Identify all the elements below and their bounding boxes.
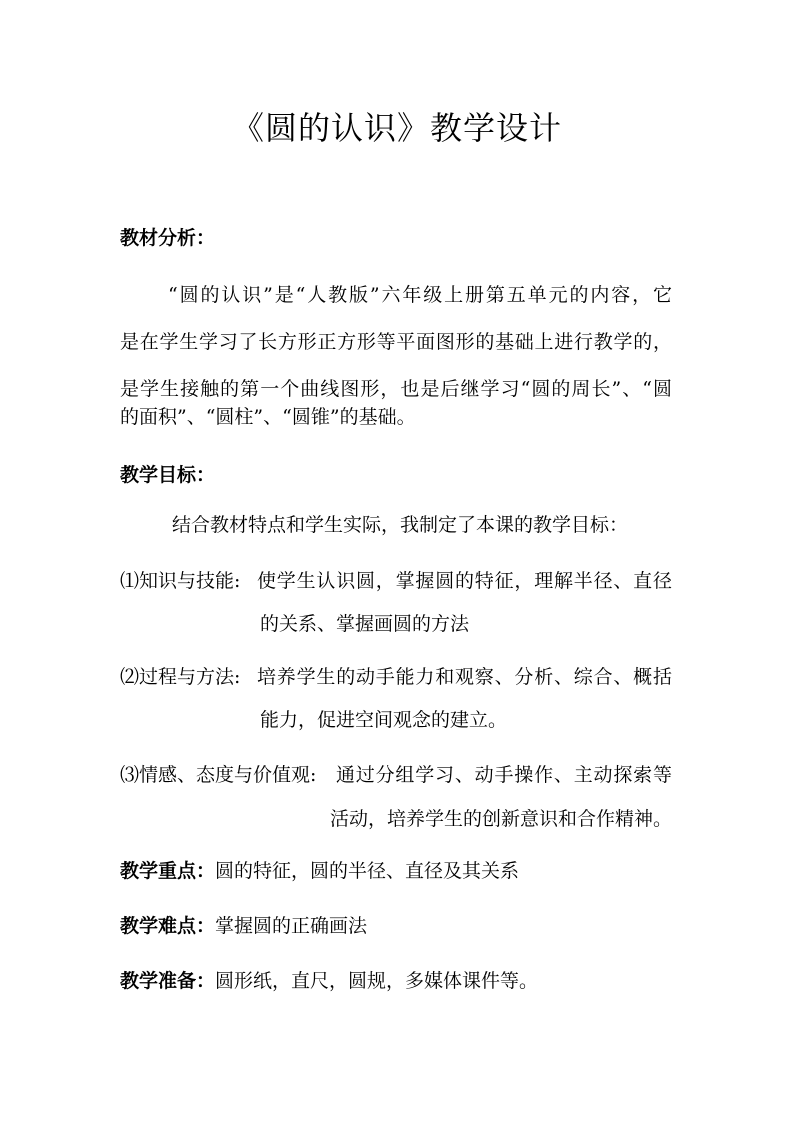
difficulty-row — [120, 911, 367, 941]
analysis-line-1: “圆的认识”是“人教版”六年级上册第五单元的内容，它 — [168, 284, 672, 306]
analysis-line-2: 是在学生学习了长方形正方形等平面图形的基础上进行教学的， — [120, 331, 672, 353]
goals-heading: 教学目标： — [120, 464, 216, 486]
key-point-row — [120, 856, 519, 886]
goal-1-label: ⑴知识与技能: — [120, 570, 241, 592]
goal-2-line-2: 能力，促进空间观念的建立。 — [260, 709, 508, 731]
difficulty-text: 掌握圆的正确画法 — [215, 915, 368, 937]
goal-3-line-2: 活动，培养学生的创新意识和合作精神。 — [330, 808, 673, 830]
goal-2-label: ⑵过程与方法: — [120, 666, 241, 688]
key-point-text: 圆的特征，圆的半径、直径及其关系 — [215, 860, 520, 882]
goal-3-label: ⑶情感、态度与价值观: — [120, 764, 317, 786]
preparation-row — [120, 966, 538, 996]
preparation-text: 圆形纸，直尺，圆规，多媒体课件等。 — [215, 970, 539, 992]
document-title: 《圆的认识》教学设计 — [231, 109, 562, 147]
preparation-label: 教学准备： — [120, 970, 216, 992]
goal-1-line-2: 的关系、掌握画圆的方法 — [260, 613, 470, 635]
goals-intro: 结合教材特点和学生实际，我制定了本课的教学目标： — [172, 514, 629, 536]
analysis-line-3: 是学生接触的第一个曲线图形，也是后继学习“圆的周长”、“圆 — [120, 378, 672, 400]
goal-1-line-1: 使学生认识圆，掌握圆的特征，理解半径、直径 — [257, 570, 672, 592]
analysis-heading: 教材分析： — [120, 227, 216, 249]
key-point-label: 教学重点： — [120, 860, 216, 882]
difficulty-label: 教学难点： — [120, 915, 216, 937]
goal-2-line-1: 培养学生的动手能力和观察、分析、综合、概括 — [257, 666, 672, 688]
analysis-line-4: 的面积”、“圆柱”、“圆锥”的基础。 — [120, 406, 416, 428]
goal-3-line-1: 通过分组学习、动手操作、主动探索等 — [336, 764, 672, 786]
